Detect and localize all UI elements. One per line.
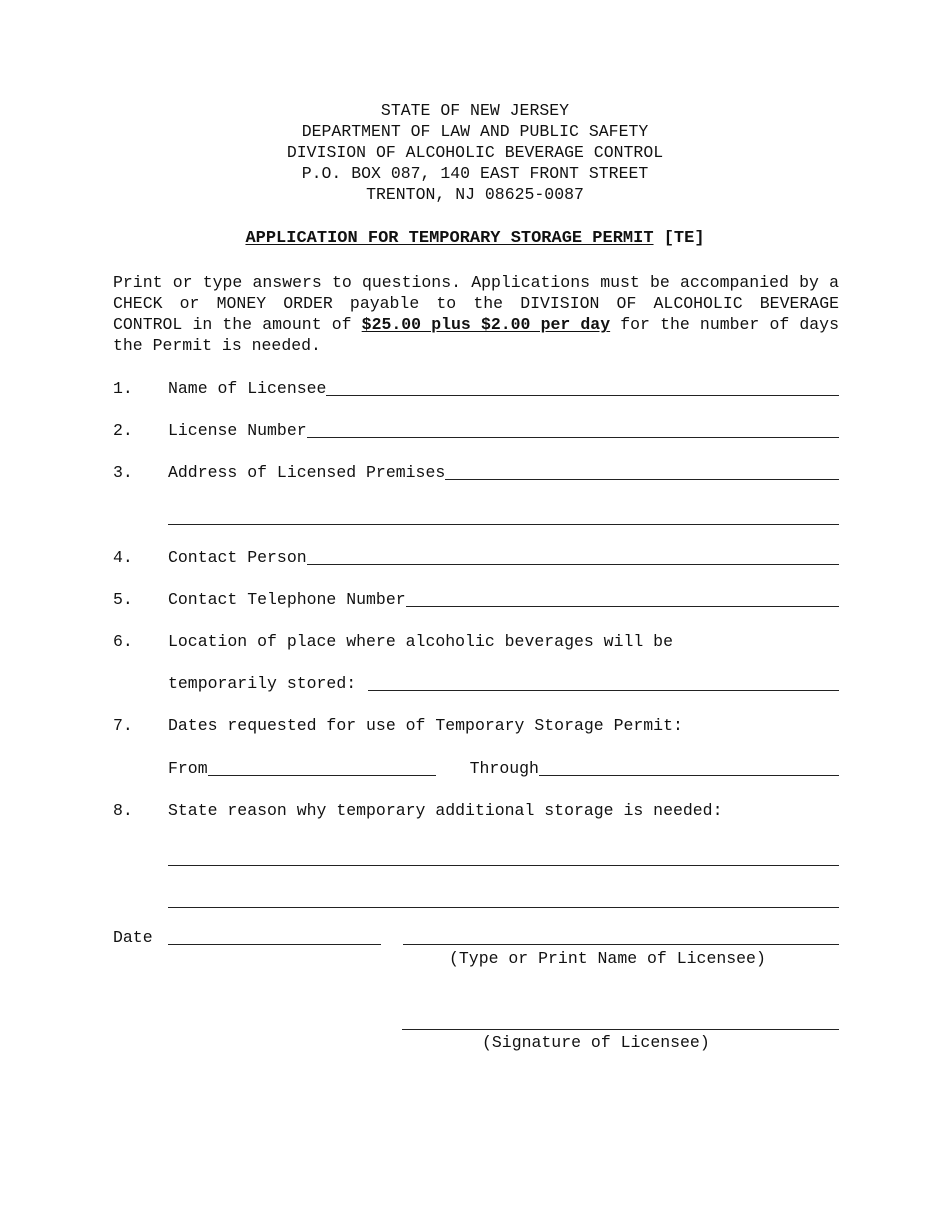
field-contact-person xyxy=(113,545,839,567)
date-input-line[interactable] xyxy=(168,927,381,945)
field-number: 2. xyxy=(113,421,133,440)
field-license-number xyxy=(113,418,839,440)
header-line-city: TRENTON, NJ 08625-0087 xyxy=(366,185,584,204)
from-label: From xyxy=(168,759,208,778)
field-number: 4. xyxy=(113,548,133,567)
date-and-name-row xyxy=(113,925,839,947)
storage-reason-input-line-1[interactable] xyxy=(168,848,839,866)
header-line-address: P.O. BOX 087, 140 EAST FRONT STREET xyxy=(301,164,649,183)
field-label: Contact Person xyxy=(168,548,307,567)
header-line-state: STATE OF NEW JERSEY xyxy=(380,101,570,120)
address-input-line-2[interactable] xyxy=(168,507,839,525)
form-title xyxy=(0,228,950,250)
field-label: Address of Licensed Premises xyxy=(168,463,446,482)
fee-amount: $25.00 plus $2.00 per day xyxy=(361,315,611,334)
contact-telephone-input-line[interactable] xyxy=(406,589,839,607)
field-storage-location-continued xyxy=(113,671,839,693)
field-contact-telephone xyxy=(113,587,839,609)
license-number-input-line[interactable] xyxy=(307,420,839,438)
field-number: 3. xyxy=(113,463,133,482)
field-date-range xyxy=(113,756,839,778)
header-line-division: DIVISION OF ALCOHOLIC BEVERAGE CONTROL xyxy=(286,143,664,162)
field-storage-reason xyxy=(113,798,839,820)
signature-row xyxy=(402,1010,839,1032)
field-name-of-licensee xyxy=(113,376,839,398)
field-dates-requested xyxy=(113,713,839,735)
instructions-paragraph xyxy=(113,272,839,356)
field-number: 5. xyxy=(113,590,133,609)
field-address-continued xyxy=(113,505,839,527)
storage-location-input-line[interactable] xyxy=(368,673,839,691)
header-line-department: DEPARTMENT OF LAW AND PUBLIC SAFETY xyxy=(301,122,649,141)
field-number: 1. xyxy=(113,379,133,398)
field-label: State reason why temporary additional storage is needed: xyxy=(168,801,723,820)
field-label: temporarily stored: xyxy=(168,674,367,693)
field-storage-location xyxy=(113,629,839,651)
address-input-line[interactable] xyxy=(445,462,839,480)
field-label: Name of Licensee xyxy=(168,379,327,398)
field-label: Dates requested for use of Temporary Storage Permit: xyxy=(168,716,683,735)
licensee-name-caption: (Type or Print Name of Licensee) xyxy=(449,949,766,968)
through-label: Through xyxy=(469,759,539,778)
field-number: 8. xyxy=(113,801,133,820)
signature-caption: (Signature of Licensee) xyxy=(482,1033,710,1052)
signature-input-line[interactable] xyxy=(402,1012,839,1030)
name-of-licensee-input-line[interactable] xyxy=(326,378,839,396)
form-code: [TE] xyxy=(663,229,705,248)
contact-person-input-line[interactable] xyxy=(307,547,839,565)
field-label: Contact Telephone Number xyxy=(168,590,406,609)
date-label: Date xyxy=(113,928,153,947)
field-label: Location of place where alcoholic beverages will be xyxy=(168,632,673,651)
field-storage-reason-line-1 xyxy=(113,846,839,868)
licensee-name-input-line[interactable] xyxy=(403,927,839,945)
field-storage-reason-line-2 xyxy=(113,888,839,910)
agency-header xyxy=(0,100,950,205)
storage-reason-input-line-2[interactable] xyxy=(168,890,839,908)
field-number: 6. xyxy=(113,632,133,651)
field-address-of-premises xyxy=(113,460,839,482)
field-label: License Number xyxy=(168,421,307,440)
field-number: 7. xyxy=(113,716,133,735)
from-date-input-line[interactable] xyxy=(208,758,436,776)
instructions-text: Print or type answers to questions. Applications must be accompanied by a CHECK or MONEY ORDER payable to the DIVISION OF ALCOHOLIC BEVERAGE CONTROL in the amount of xyxy=(113,273,839,334)
instructions-text-end: for the number of days the Permit is needed. xyxy=(113,315,839,355)
form-title-text: APPLICATION FOR TEMPORARY STORAGE PERMIT xyxy=(245,229,654,248)
through-date-input-line[interactable] xyxy=(539,758,839,776)
